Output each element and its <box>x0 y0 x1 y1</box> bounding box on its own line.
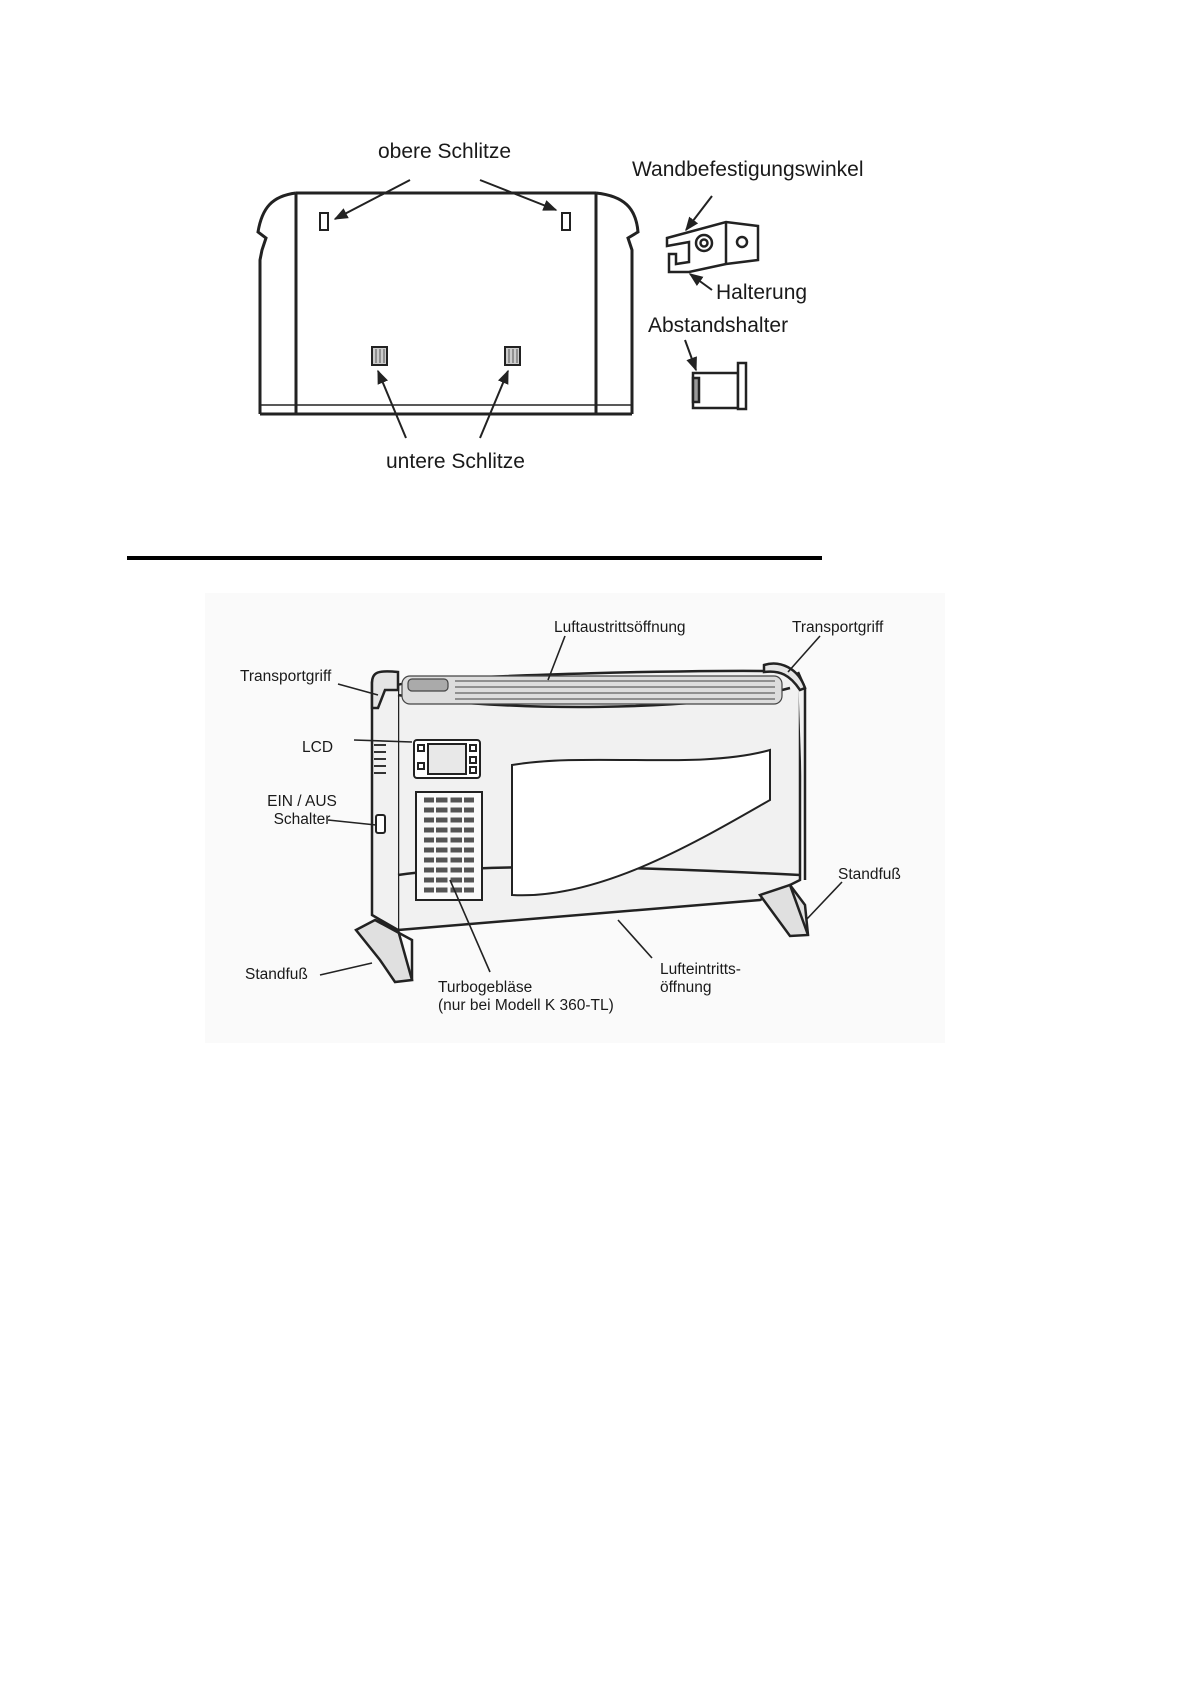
turbo-label-line1: Turbogebläse <box>438 979 533 996</box>
air-outlet-grille <box>402 676 782 704</box>
switch-shape <box>376 815 385 833</box>
turbo-label-line2: (nur bei Modell K 360-TL) <box>438 996 614 1014</box>
foot-left-label: Standfuß <box>245 966 308 983</box>
foot-right-shape <box>760 885 808 936</box>
switch-label-line1: EIN / AUS <box>267 793 337 810</box>
upper-slots-label: obere Schlitze <box>378 140 512 163</box>
air-inlet-label-line2: öffnung <box>660 978 712 996</box>
handle-left-label: Transportgriff <box>240 668 332 685</box>
air-outlet-label: Luftaustrittsöffnung <box>554 619 686 636</box>
handle-right-label: Transportgriff <box>792 619 884 636</box>
lower-slots-label: untere Schlitze <box>386 450 525 473</box>
holder-label: Halterung <box>716 281 808 304</box>
foot-right-label: Standfuß <box>838 866 901 883</box>
air-inlet-label <box>660 961 741 997</box>
lcd-label: LCD <box>302 739 334 756</box>
switch-label-line2: Schalter <box>273 810 331 828</box>
switch-label <box>262 793 342 829</box>
bracket-label: Wandbefestigungswinkel <box>632 158 864 181</box>
lcd-panel <box>414 740 480 778</box>
air-inlet-label-line1: Lufteintritts- <box>660 961 741 978</box>
turbo-label <box>438 979 614 1015</box>
turbo-fan-grille <box>416 792 482 900</box>
spacer-label: Abstandshalter <box>648 314 789 337</box>
